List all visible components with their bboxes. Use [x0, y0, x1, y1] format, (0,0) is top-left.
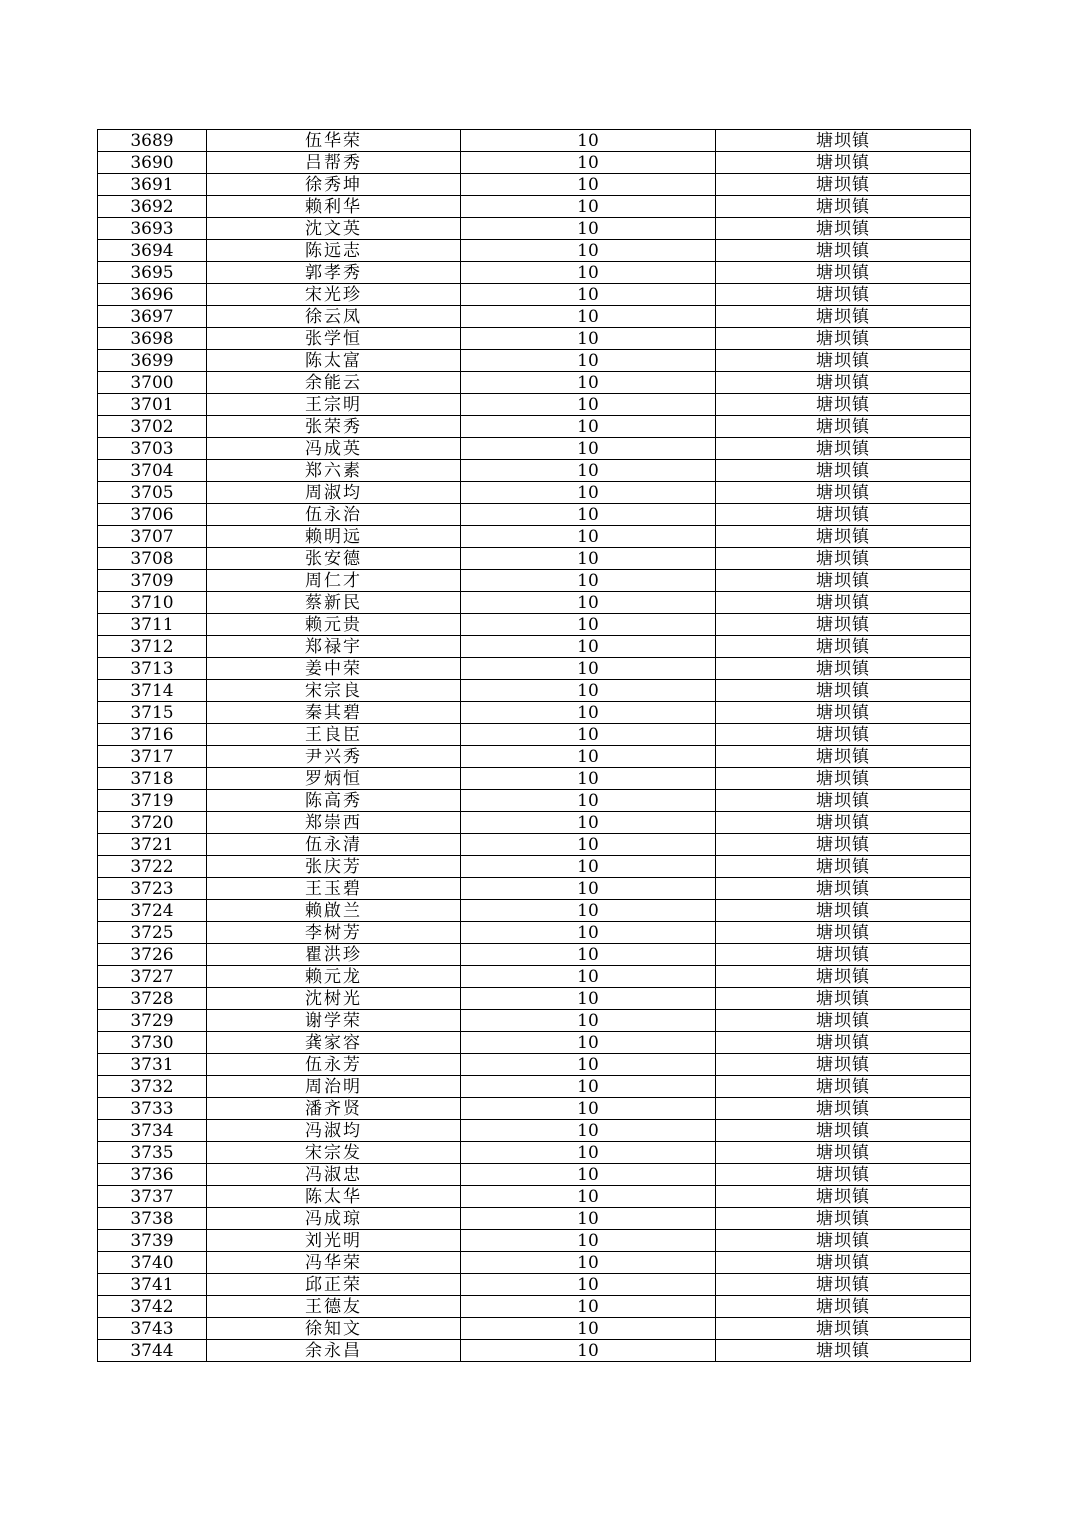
table-row [98, 812, 971, 834]
town-cell: 塘坝镇 [716, 394, 971, 416]
person-name-cell: 郑六素 [207, 460, 461, 482]
town-cell: 塘坝镇 [716, 900, 971, 922]
town-cell: 塘坝镇 [716, 284, 971, 306]
row-number-cell: 3714 [98, 680, 207, 702]
row-number-cell: 3703 [98, 438, 207, 460]
person-name-cell: 张安德 [207, 548, 461, 570]
person-name-cell: 宋光珍 [207, 284, 461, 306]
amount-cell: 10 [461, 1142, 716, 1164]
amount-cell: 10 [461, 1032, 716, 1054]
row-number-cell: 3713 [98, 658, 207, 680]
town-cell: 塘坝镇 [716, 592, 971, 614]
town-cell: 塘坝镇 [716, 526, 971, 548]
row-number-cell: 3733 [98, 1098, 207, 1120]
person-name-cell: 瞿洪珍 [207, 944, 461, 966]
town-cell: 塘坝镇 [716, 548, 971, 570]
table-row [98, 1164, 971, 1186]
town-cell: 塘坝镇 [716, 1076, 971, 1098]
person-name-cell: 周仁才 [207, 570, 461, 592]
person-name-cell: 余永昌 [207, 1340, 461, 1362]
person-name-cell: 冯华荣 [207, 1252, 461, 1274]
amount-cell: 10 [461, 592, 716, 614]
person-name-cell: 张荣秀 [207, 416, 461, 438]
amount-cell: 10 [461, 658, 716, 680]
amount-cell: 10 [461, 350, 716, 372]
person-name-cell: 冯成琼 [207, 1208, 461, 1230]
table-row [98, 1032, 971, 1054]
row-number-cell: 3711 [98, 614, 207, 636]
amount-cell: 10 [461, 746, 716, 768]
table-row [98, 130, 971, 152]
town-cell: 塘坝镇 [716, 1296, 971, 1318]
table-row [98, 218, 971, 240]
amount-cell: 10 [461, 790, 716, 812]
person-name-cell: 宋宗发 [207, 1142, 461, 1164]
table-row [98, 1296, 971, 1318]
table-row [98, 1230, 971, 1252]
row-number-cell: 3705 [98, 482, 207, 504]
row-number-cell: 3720 [98, 812, 207, 834]
town-cell: 塘坝镇 [716, 1208, 971, 1230]
town-cell: 塘坝镇 [716, 328, 971, 350]
table-row [98, 1186, 971, 1208]
row-number-cell: 3701 [98, 394, 207, 416]
town-cell: 塘坝镇 [716, 1252, 971, 1274]
table-row [98, 548, 971, 570]
table-row [98, 196, 971, 218]
amount-cell: 10 [461, 944, 716, 966]
amount-cell: 10 [461, 504, 716, 526]
row-number-cell: 3693 [98, 218, 207, 240]
amount-cell: 10 [461, 130, 716, 152]
table-row [98, 966, 971, 988]
amount-cell: 10 [461, 328, 716, 350]
person-name-cell: 沈树光 [207, 988, 461, 1010]
row-number-cell: 3696 [98, 284, 207, 306]
table-row [98, 482, 971, 504]
table-row [98, 988, 971, 1010]
row-number-cell: 3738 [98, 1208, 207, 1230]
town-cell: 塘坝镇 [716, 1142, 971, 1164]
person-name-cell: 伍永芳 [207, 1054, 461, 1076]
table-row [98, 878, 971, 900]
table-row [98, 856, 971, 878]
table-row [98, 746, 971, 768]
person-name-cell: 赖明远 [207, 526, 461, 548]
town-cell: 塘坝镇 [716, 438, 971, 460]
row-number-cell: 3708 [98, 548, 207, 570]
roster-table [97, 129, 971, 1362]
amount-cell: 10 [461, 284, 716, 306]
person-name-cell: 赖元贵 [207, 614, 461, 636]
person-name-cell: 徐秀坤 [207, 174, 461, 196]
table-row [98, 1054, 971, 1076]
table-row [98, 526, 971, 548]
table-row [98, 592, 971, 614]
town-cell: 塘坝镇 [716, 922, 971, 944]
person-name-cell: 罗炳恒 [207, 768, 461, 790]
town-cell: 塘坝镇 [716, 130, 971, 152]
row-number-cell: 3689 [98, 130, 207, 152]
amount-cell: 10 [461, 1120, 716, 1142]
row-number-cell: 3712 [98, 636, 207, 658]
amount-cell: 10 [461, 306, 716, 328]
amount-cell: 10 [461, 680, 716, 702]
amount-cell: 10 [461, 1054, 716, 1076]
row-number-cell: 3691 [98, 174, 207, 196]
table-row [98, 1274, 971, 1296]
row-number-cell: 3741 [98, 1274, 207, 1296]
amount-cell: 10 [461, 1296, 716, 1318]
town-cell: 塘坝镇 [716, 768, 971, 790]
table-row [98, 614, 971, 636]
town-cell: 塘坝镇 [716, 856, 971, 878]
row-number-cell: 3739 [98, 1230, 207, 1252]
row-number-cell: 3727 [98, 966, 207, 988]
table-row [98, 1076, 971, 1098]
row-number-cell: 3716 [98, 724, 207, 746]
row-number-cell: 3695 [98, 262, 207, 284]
person-name-cell: 郭孝秀 [207, 262, 461, 284]
row-number-cell: 3715 [98, 702, 207, 724]
town-cell: 塘坝镇 [716, 1010, 971, 1032]
row-number-cell: 3692 [98, 196, 207, 218]
amount-cell: 10 [461, 1186, 716, 1208]
amount-cell: 10 [461, 878, 716, 900]
row-number-cell: 3735 [98, 1142, 207, 1164]
person-name-cell: 郑崇西 [207, 812, 461, 834]
person-name-cell: 余能云 [207, 372, 461, 394]
person-name-cell: 张学恒 [207, 328, 461, 350]
person-name-cell: 陈太华 [207, 1186, 461, 1208]
town-cell: 塘坝镇 [716, 834, 971, 856]
amount-cell: 10 [461, 1076, 716, 1098]
table-row [98, 394, 971, 416]
person-name-cell: 陈高秀 [207, 790, 461, 812]
town-cell: 塘坝镇 [716, 966, 971, 988]
row-number-cell: 3722 [98, 856, 207, 878]
town-cell: 塘坝镇 [716, 702, 971, 724]
table-row [98, 416, 971, 438]
town-cell: 塘坝镇 [716, 1186, 971, 1208]
person-name-cell: 沈文英 [207, 218, 461, 240]
town-cell: 塘坝镇 [716, 174, 971, 196]
row-number-cell: 3706 [98, 504, 207, 526]
amount-cell: 10 [461, 1164, 716, 1186]
person-name-cell: 周淑均 [207, 482, 461, 504]
amount-cell: 10 [461, 1340, 716, 1362]
table-row [98, 1142, 971, 1164]
row-number-cell: 3729 [98, 1010, 207, 1032]
amount-cell: 10 [461, 218, 716, 240]
table-row [98, 504, 971, 526]
town-cell: 塘坝镇 [716, 636, 971, 658]
person-name-cell: 郑禄宇 [207, 636, 461, 658]
town-cell: 塘坝镇 [716, 1230, 971, 1252]
person-name-cell: 张庆芳 [207, 856, 461, 878]
person-name-cell: 谢学荣 [207, 1010, 461, 1032]
town-cell: 塘坝镇 [716, 1120, 971, 1142]
row-number-cell: 3694 [98, 240, 207, 262]
town-cell: 塘坝镇 [716, 1032, 971, 1054]
row-number-cell: 3737 [98, 1186, 207, 1208]
amount-cell: 10 [461, 900, 716, 922]
person-name-cell: 伍永清 [207, 834, 461, 856]
town-cell: 塘坝镇 [716, 944, 971, 966]
amount-cell: 10 [461, 1010, 716, 1032]
person-name-cell: 陈远志 [207, 240, 461, 262]
person-name-cell: 李树芳 [207, 922, 461, 944]
town-cell: 塘坝镇 [716, 262, 971, 284]
person-name-cell: 冯淑忠 [207, 1164, 461, 1186]
row-number-cell: 3724 [98, 900, 207, 922]
row-number-cell: 3725 [98, 922, 207, 944]
table-row [98, 152, 971, 174]
amount-cell: 10 [461, 856, 716, 878]
row-number-cell: 3702 [98, 416, 207, 438]
amount-cell: 10 [461, 372, 716, 394]
row-number-cell: 3698 [98, 328, 207, 350]
town-cell: 塘坝镇 [716, 570, 971, 592]
town-cell: 塘坝镇 [716, 1098, 971, 1120]
person-name-cell: 王良臣 [207, 724, 461, 746]
table-row [98, 1340, 971, 1362]
table-row [98, 658, 971, 680]
town-cell: 塘坝镇 [716, 1318, 971, 1340]
amount-cell: 10 [461, 196, 716, 218]
table-row [98, 240, 971, 262]
amount-cell: 10 [461, 482, 716, 504]
table-row [98, 636, 971, 658]
amount-cell: 10 [461, 768, 716, 790]
amount-cell: 10 [461, 548, 716, 570]
table-row [98, 724, 971, 746]
amount-cell: 10 [461, 174, 716, 196]
amount-cell: 10 [461, 1274, 716, 1296]
amount-cell: 10 [461, 240, 716, 262]
table-row [98, 174, 971, 196]
row-number-cell: 3690 [98, 152, 207, 174]
row-number-cell: 3736 [98, 1164, 207, 1186]
row-number-cell: 3742 [98, 1296, 207, 1318]
row-number-cell: 3726 [98, 944, 207, 966]
amount-cell: 10 [461, 834, 716, 856]
amount-cell: 10 [461, 152, 716, 174]
amount-cell: 10 [461, 988, 716, 1010]
town-cell: 塘坝镇 [716, 460, 971, 482]
row-number-cell: 3721 [98, 834, 207, 856]
amount-cell: 10 [461, 460, 716, 482]
town-cell: 塘坝镇 [716, 658, 971, 680]
person-name-cell: 赖啟兰 [207, 900, 461, 922]
person-name-cell: 吕帮秀 [207, 152, 461, 174]
table-row [98, 1208, 971, 1230]
amount-cell: 10 [461, 702, 716, 724]
town-cell: 塘坝镇 [716, 1274, 971, 1296]
person-name-cell: 徐云凤 [207, 306, 461, 328]
amount-cell: 10 [461, 1098, 716, 1120]
town-cell: 塘坝镇 [716, 724, 971, 746]
town-cell: 塘坝镇 [716, 1340, 971, 1362]
person-name-cell: 邱正荣 [207, 1274, 461, 1296]
row-number-cell: 3707 [98, 526, 207, 548]
town-cell: 塘坝镇 [716, 746, 971, 768]
row-number-cell: 3740 [98, 1252, 207, 1274]
table-row [98, 306, 971, 328]
table-row [98, 768, 971, 790]
roster-table-body [98, 130, 971, 1362]
town-cell: 塘坝镇 [716, 350, 971, 372]
person-name-cell: 王德友 [207, 1296, 461, 1318]
amount-cell: 10 [461, 262, 716, 284]
amount-cell: 10 [461, 1208, 716, 1230]
person-name-cell: 秦其碧 [207, 702, 461, 724]
amount-cell: 10 [461, 416, 716, 438]
row-number-cell: 3732 [98, 1076, 207, 1098]
table-row [98, 1120, 971, 1142]
amount-cell: 10 [461, 570, 716, 592]
amount-cell: 10 [461, 394, 716, 416]
table-row [98, 1252, 971, 1274]
table-row [98, 680, 971, 702]
person-name-cell: 冯淑均 [207, 1120, 461, 1142]
person-name-cell: 潘齐贤 [207, 1098, 461, 1120]
row-number-cell: 3743 [98, 1318, 207, 1340]
amount-cell: 10 [461, 636, 716, 658]
row-number-cell: 3699 [98, 350, 207, 372]
row-number-cell: 3717 [98, 746, 207, 768]
row-number-cell: 3700 [98, 372, 207, 394]
table-row [98, 944, 971, 966]
amount-cell: 10 [461, 526, 716, 548]
person-name-cell: 伍华荣 [207, 130, 461, 152]
table-row [98, 350, 971, 372]
town-cell: 塘坝镇 [716, 1054, 971, 1076]
row-number-cell: 3734 [98, 1120, 207, 1142]
table-row [98, 702, 971, 724]
row-number-cell: 3718 [98, 768, 207, 790]
row-number-cell: 3697 [98, 306, 207, 328]
person-name-cell: 王宗明 [207, 394, 461, 416]
amount-cell: 10 [461, 1230, 716, 1252]
town-cell: 塘坝镇 [716, 306, 971, 328]
amount-cell: 10 [461, 614, 716, 636]
table-row [98, 372, 971, 394]
row-number-cell: 3730 [98, 1032, 207, 1054]
table-row [98, 262, 971, 284]
row-number-cell: 3744 [98, 1340, 207, 1362]
town-cell: 塘坝镇 [716, 614, 971, 636]
town-cell: 塘坝镇 [716, 878, 971, 900]
table-row [98, 790, 971, 812]
town-cell: 塘坝镇 [716, 812, 971, 834]
table-row [98, 834, 971, 856]
person-name-cell: 陈太富 [207, 350, 461, 372]
person-name-cell: 冯成英 [207, 438, 461, 460]
person-name-cell: 周治明 [207, 1076, 461, 1098]
amount-cell: 10 [461, 1318, 716, 1340]
town-cell: 塘坝镇 [716, 196, 971, 218]
person-name-cell: 刘光明 [207, 1230, 461, 1252]
town-cell: 塘坝镇 [716, 416, 971, 438]
row-number-cell: 3704 [98, 460, 207, 482]
row-number-cell: 3731 [98, 1054, 207, 1076]
town-cell: 塘坝镇 [716, 504, 971, 526]
amount-cell: 10 [461, 438, 716, 460]
person-name-cell: 尹兴秀 [207, 746, 461, 768]
person-name-cell: 姜中荣 [207, 658, 461, 680]
amount-cell: 10 [461, 1252, 716, 1274]
table-row [98, 438, 971, 460]
table-row [98, 1318, 971, 1340]
person-name-cell: 王玉碧 [207, 878, 461, 900]
table-row [98, 900, 971, 922]
person-name-cell: 宋宗良 [207, 680, 461, 702]
row-number-cell: 3710 [98, 592, 207, 614]
table-row [98, 284, 971, 306]
person-name-cell: 赖元龙 [207, 966, 461, 988]
town-cell: 塘坝镇 [716, 152, 971, 174]
town-cell: 塘坝镇 [716, 988, 971, 1010]
table-row [98, 1098, 971, 1120]
person-name-cell: 徐知文 [207, 1318, 461, 1340]
row-number-cell: 3723 [98, 878, 207, 900]
person-name-cell: 赖利华 [207, 196, 461, 218]
amount-cell: 10 [461, 724, 716, 746]
town-cell: 塘坝镇 [716, 372, 971, 394]
town-cell: 塘坝镇 [716, 1164, 971, 1186]
town-cell: 塘坝镇 [716, 482, 971, 504]
town-cell: 塘坝镇 [716, 240, 971, 262]
table-row [98, 1010, 971, 1032]
amount-cell: 10 [461, 966, 716, 988]
table-row [98, 570, 971, 592]
person-name-cell: 蔡新民 [207, 592, 461, 614]
table-row [98, 922, 971, 944]
person-name-cell: 伍永治 [207, 504, 461, 526]
town-cell: 塘坝镇 [716, 680, 971, 702]
amount-cell: 10 [461, 922, 716, 944]
town-cell: 塘坝镇 [716, 218, 971, 240]
row-number-cell: 3719 [98, 790, 207, 812]
town-cell: 塘坝镇 [716, 790, 971, 812]
row-number-cell: 3709 [98, 570, 207, 592]
table-row [98, 460, 971, 482]
row-number-cell: 3728 [98, 988, 207, 1010]
table-row [98, 328, 971, 350]
amount-cell: 10 [461, 812, 716, 834]
person-name-cell: 龚家容 [207, 1032, 461, 1054]
